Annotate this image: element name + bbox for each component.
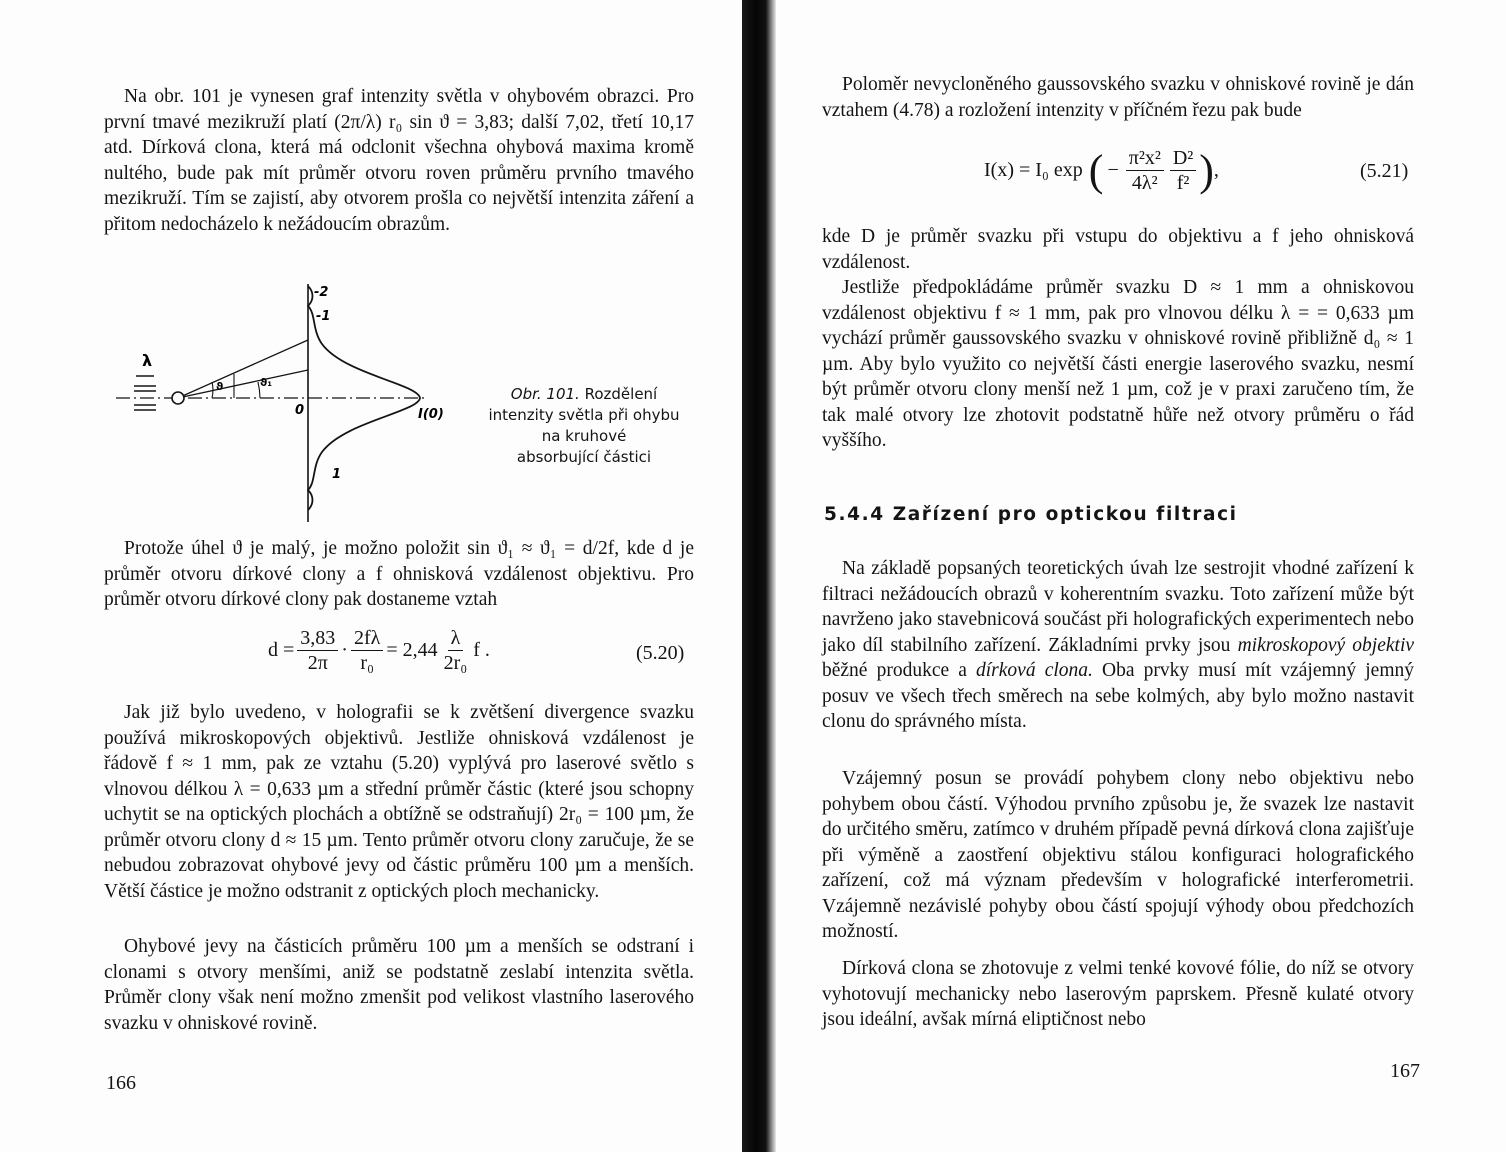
caption-figure-number: Obr. 101. — [510, 385, 580, 403]
eq520-frac3 — [441, 626, 471, 675]
right-paragraph-6: Dírková clona se zhotovuje z velmi tenké kovové fólie, do níž se otvory vyhotovují mechanicky nebo laserovým paprskem. Přesně kulaté otvory jsou ideální, avšak mírná eliptičnost nebo — [822, 958, 1414, 1030]
right-paragraph-4 — [822, 556, 1414, 735]
eq520-frac3-den: 2r₀ — [443, 652, 468, 674]
eq521-frac1-den: 4λ² — [1131, 172, 1158, 194]
eq521-minus: − — [1107, 159, 1119, 181]
right-paragraph-5: Vzájemný posun se provádí pohybem clony nebo objektivu nebo pohybem obou částí. Výhodou prvního způsobu je, že svazek lze nastavit do určitého směru, zatímco v druhém případě pevná dírková clona zajišťuje při výměně a zaostření objektivu stálou konfiguraci holografického zařízení, což má význam především v holografické interferometrii. Vzájemně nezávislé pohyby obou částí spojují výhody obou předchozích možností. — [822, 768, 1414, 942]
eq521-open-paren: ( — [1088, 145, 1104, 195]
eq520-frac2-num: 2fλ — [351, 626, 383, 651]
figure-caption — [474, 384, 694, 468]
section-heading-5-4-4: 5.4.4 Zařízení pro optickou filtraci — [824, 504, 1238, 525]
label-lambda: λ — [142, 351, 153, 370]
eq520-frac1 — [297, 626, 338, 675]
label-intensity: I(0) — [418, 407, 444, 422]
left-paragraph-2: Protože úhel ϑ je malý, je možno položit sin ϑ₁ ≈ ϑ₁ = d/2f, kde d je průměr otvoru dírkové clony a f ohnisková vzdálenost objektivu. Pro průměr otvoru dírkové clony pak dostaneme vztah — [104, 538, 694, 610]
eq521-lhs: I(x) = I₀ exp — [984, 159, 1083, 181]
eq520-dot: · — [341, 639, 348, 661]
eq521-frac2 — [1170, 146, 1196, 195]
right-paragraph-3: Jestliže předpokládáme průměr svazku D ≈ 1 mm a ohniskovou vzdálenost objektivu f ≈ 1 mm, pak pro vlnovou délku λ = = 0,633 µm vychází průměr gaussovského svazku v ohniskové rovině přibližně d₀ ≈ 1 µm. Aby bylo využito co největší části energie laserového svazku, nesmí být průměr otvoru clony menší než 1 µm, což je v praxi zaručeno tím, že tak malé otvory lze zhotovit podstatně hůře než otvory průměru o řád vyššího. — [822, 277, 1414, 451]
eq520-frac2-den: r₀ — [360, 652, 374, 674]
eq521-frac2-den: f² — [1176, 172, 1190, 194]
ray-upper — [178, 340, 308, 398]
equation-5-21 — [984, 146, 1219, 195]
caption-line-3: na kruhové — [541, 427, 627, 445]
diffraction-diagram — [108, 278, 468, 524]
left-paragraph-4: Ohybové jevy na částicích průměru 100 µm a menších se odstraní i clonami s otvory menšími, aniž se podstatně zeslabí intenzita světla. Průměr clony však není možno zmenšit pod velikost vlastního laserového svazku v ohniskové rovině. — [104, 936, 694, 1034]
label-theta: ϑ — [216, 380, 224, 393]
page-number-right: 167 — [1390, 1060, 1420, 1082]
left-paragraph-1: Na obr. 101 je vynesen graf intenzity světla v ohybovém obrazci. Pro první tmavé mezikruží platí (2π/λ) r₀ sin ϑ = 3,83; další 7,02, třetí 10,17 atd. Dírková clona, která má odclonit všechna ohybová maxima kromě nultého, bude pak mít průměr otvoru roven průměru prvního tmavého mezikruží. Tím se zajistí, aby otvorem prošla co největší intenzita záření a přitom nedocházelo k nežádoucím obrazům. — [104, 86, 694, 235]
eq520-frac1-den: 2π — [307, 652, 328, 674]
eq520-frac2 — [351, 626, 383, 675]
eq521-frac2-num: D² — [1170, 146, 1196, 171]
eq520-mid: = 2,44 — [386, 639, 438, 661]
caption-line-1: Rozdělení — [584, 385, 658, 403]
eq521-frac1 — [1126, 146, 1164, 195]
p4-emphasis-objective: mikroskopový objektiv — [1237, 634, 1415, 656]
caption-line-2: intenzity světla při ohybu — [488, 406, 680, 424]
p4-text-1: Na základě popsaných teoretických úvah lze sestrojit vhodné zařízení k filtraci nežádoucích obrazů v koherentním svazku. Toto zařízení může být navrženo jako stavebnicová součást při holografických experimentech nebo jako díl stabilního zařízení. Základními prvky jsou — [822, 558, 1414, 656]
p4-emphasis-aperture: dírková clona. — [976, 660, 1093, 681]
right-paragraph-1: Poloměr nevycloněného gaussovského svazku v ohniskové rovině je dán vztahem (4.78) a rozložení intenzity v příčném řezu pak bude — [822, 74, 1414, 121]
left-paragraph-3: Jak již bylo uvedeno, v holografii se k zvětšení divergence svazku používá mikroskopových objektivů. Jestliže ohnisková vzdálenost je řádově f ≈ 1 mm, pak ze vztahu (5.20) vyplývá pro laserové světlo s vlnovou délkou λ = 0,633 µm a střední průměr částic (které jsou schopny uchytit se na optických plochách a obtížně se odstraňují) 2r₀ = 100 µm, že průměr otvoru clony d ≈ 15 µm. Tento průměr otvoru clony zaručuje, že se nebudou zobrazovat ohybové jevy od částic průměru 100 µm a menších. Větší částice je možno odstranit z optických ploch mechanicky. — [104, 702, 694, 902]
particle-circle — [172, 392, 184, 404]
equation-5-20 — [268, 626, 490, 675]
eq520-tail: f . — [473, 639, 490, 661]
ray-lower — [178, 370, 308, 398]
p4-text-2: běžné produkce a — [822, 660, 967, 681]
eq520-frac1-num: 3,83 — [297, 626, 338, 651]
book-spine — [742, 0, 776, 1152]
label-minus1: -1 — [316, 309, 331, 324]
eq521-frac1-num: π²x² — [1126, 146, 1164, 171]
caption-line-4: absorbující částici — [516, 448, 652, 466]
eq521-close-paren: ) — [1199, 145, 1214, 195]
equation-number-5-20: (5.20) — [636, 642, 685, 664]
label-minus2: -2 — [314, 285, 329, 300]
equation-number-5-21: (5.21) — [1360, 160, 1409, 182]
label-one: 1 — [332, 467, 342, 482]
figure-101 — [108, 278, 468, 524]
eq520-frac3-num: λ — [448, 626, 464, 651]
left-page — [0, 0, 742, 1152]
label-zero: 0 — [295, 403, 305, 418]
right-paragraph-2: kde D je průměr svazku při vstupu do objektivu a f jeho ohnisková vzdálenost. — [822, 226, 1414, 273]
eq521-comma: , — [1213, 159, 1219, 181]
page-number-left: 166 — [106, 1072, 136, 1094]
p4-text-3: Oba prvky musí mít vzájemný jemný posuv ve všech třech směrech na sebe kolmých, aby bylo možno nastavit clonu do správného místa. — [822, 660, 1414, 732]
eq520-lhs: d = — [268, 639, 295, 661]
right-page — [776, 0, 1506, 1152]
label-theta1: ϑ₁ — [260, 376, 273, 389]
